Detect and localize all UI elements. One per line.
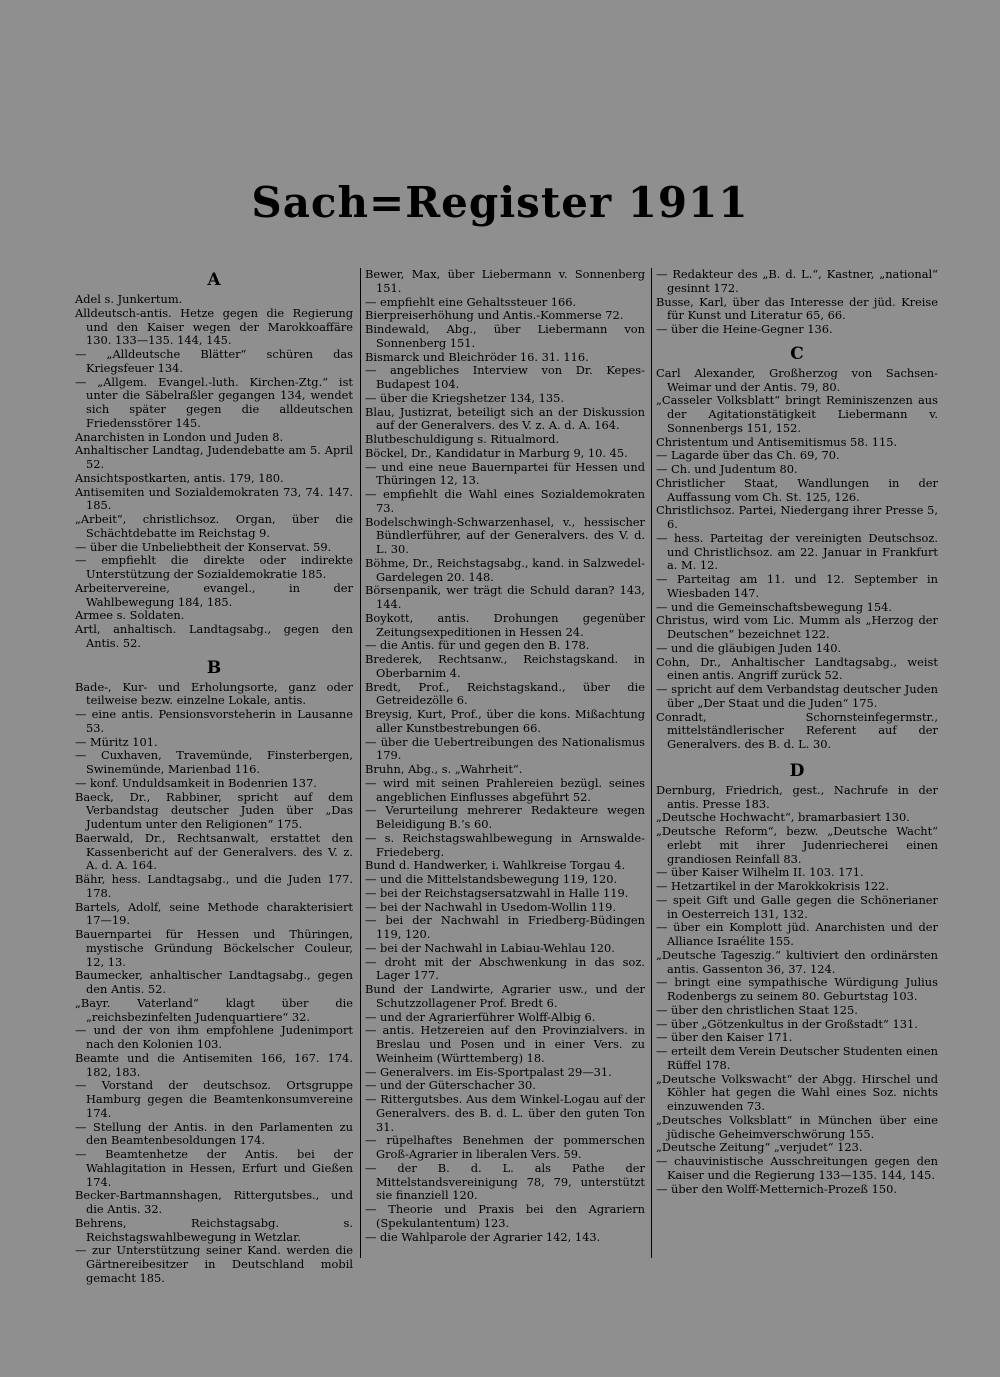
index-entry: — über den Kaiser 171. <box>656 1030 793 1045</box>
entry-list-c <box>656 367 938 752</box>
index-entry: — und die gläubigen Juden 140. <box>656 640 842 655</box>
index-entry: — empfiehlt die Wahl eines Sozialdemokraten 73. <box>365 487 645 515</box>
index-entry: — die Wahlparole der Agrarier 142, 143. <box>365 1229 601 1244</box>
index-entry: Breysig, Kurt, Prof., über die kons. Mißachtung aller Kunstbestrebungen 66. <box>365 707 645 735</box>
index-entry: „Deutsche Zeitung“ „verjudet“ 123. <box>656 1140 863 1155</box>
column-divider <box>651 268 652 1258</box>
index-entry: — Müritz 101. <box>75 734 158 749</box>
index-entry: — und eine neue Bauernpartei für Hessen und Thüringen 12, 13. <box>365 459 645 488</box>
index-entry: Ansichtspostkarten, antis. 179, 180. <box>75 470 284 485</box>
index-entry: — „Allgem. Evangel.-luth. Kirchen-Ztg.“ ist unter die Säbelraßler gegangen 134, wendet sich später gegen die alldeutschen Friedensstörer 145. <box>75 374 353 430</box>
index-entry: — wird mit seinen Prahlereien bezügl. seines angeblichen Einflusses abgeführt 52. <box>365 775 645 804</box>
index-entry: Blau, Justizrat, beteiligt sich an der Diskussion auf der Generalvers. des V. z. A. d. A. 164. <box>365 404 645 433</box>
index-entry: Bartels, Adolf, seine Methode charakterisiert 17—19. <box>75 899 353 928</box>
index-entry: „Deutsche Hochwacht“, bramarbasiert 130. <box>656 810 910 825</box>
index-entry: — Lagarde über das Ch. 69, 70. <box>656 448 840 463</box>
index-entry: Anarchisten in London und Juden 8. <box>75 429 284 444</box>
index-entry: Baeck, Dr., Rabbiner, spricht auf dem Verbandstag deutscher Juden über „Das Judentum unter den Religionen“ 175. <box>75 789 353 831</box>
index-entry: Carl Alexander, Großherzog von Sachsen-Weimar und der Antis. 79, 80. <box>656 365 938 394</box>
index-entry: — hess. Parteitag der vereinigten Deutschsoz. und Christlichsoz. am 22. Januar in Frankfurt a. M. 12. <box>656 530 938 573</box>
index-entry: Anhaltischer Landtag, Judendebatte am 5. April 52. <box>75 443 353 471</box>
index-entry: Antisemiten und Sozialdemokraten 73, 74. 147. 185. <box>75 484 353 513</box>
column-2 <box>365 268 645 1244</box>
column-divider <box>360 268 361 1258</box>
index-entry: — Verurteilung mehrerer Redakteure wegen Beleidigung B.’s 60. <box>365 803 645 831</box>
index-entry: Armee s. Soldaten. <box>75 608 185 623</box>
index-entry: Christlicher Staat, Wandlungen in der Auffassung vom Ch. St. 125, 126. <box>656 475 938 504</box>
index-entry: — und die Gemeinschaftsbewegung 154. <box>656 599 893 614</box>
index-entry: — Generalvers. im Eis-Sportpalast 29—31. <box>365 1064 612 1079</box>
entry-list-a <box>75 293 353 651</box>
index-entry: Bauernpartei für Hessen und Thüringen, mystische Gründung Böckelscher Couleur, 12, 13. <box>75 927 353 969</box>
index-entry: — Beamtenhetze der Antis. bei der Wahlagitation in Hessen, Erfurt und Gießen 174. <box>75 1147 353 1189</box>
index-entry: Conradt, Schornsteinfegermstr., mittelständlerischer Referent auf der Generalvers. des B. d. L. 30. <box>656 709 938 751</box>
index-entry: — eine antis. Pensionsvorsteherin in Lausanne 53. <box>75 707 353 735</box>
index-entry: — und der Agrarierführer Wolff-Albig 6. <box>365 1009 596 1024</box>
index-entry: Busse, Karl, über das Interesse der jüd. Kreise für Kunst und Literatur 65, 66. <box>656 294 938 323</box>
index-entry: Baumecker, anhaltischer Landtagsabg., gegen den Antis. 52. <box>75 968 353 996</box>
index-entry: „Deutsche Tageszig.“ kultiviert den ordinärsten antis. Gassenton 36, 37. 124. <box>656 947 938 976</box>
index-entry: Arbeitervereine, evangel., in der Wahlbewegung 184, 185. <box>75 580 353 609</box>
index-entry: Börsenpanik, wer trägt die Schuld daran? 143, 144. <box>365 583 645 611</box>
index-entry: — erteilt dem Verein Deutscher Studenten einen Rüffel 178. <box>656 1044 938 1072</box>
index-entry: — spricht auf dem Verbandstag deutscher Juden über „Der Staat und die Juden“ 175. <box>656 682 938 710</box>
entry-list-b-end <box>656 268 938 337</box>
index-entry: Böhme, Dr., Reichstagsabg., kand. in Salzwedel-Gardelegen 20. 148. <box>365 555 645 584</box>
index-entry: — Ch. und Judentum 80. <box>656 462 798 476</box>
section-letter-a: A <box>207 270 221 290</box>
column-1 <box>75 268 353 1286</box>
index-entry: — Stellung der Antis. in den Parlamenten zu den Beamtenbesoldungen 174. <box>75 1119 353 1148</box>
index-entry: — antis. Hetzereien auf den Provinzialvers. in Breslau und Posen und in einer Vers. zu Weinheim (Württemberg) 18. <box>365 1023 645 1065</box>
index-entry: — droht mit der Abschwenkung in das soz. Lager 177. <box>365 954 645 983</box>
index-entry: — konf. Unduldsamkeit in Bodenrien 137. <box>75 775 317 790</box>
index-entry: — empfiehlt eine Gehaltssteuer 166. <box>365 294 577 309</box>
index-entry: — Cuxhaven, Travemünde, Finsterbergen, Swinemünde, Marienbad 116. <box>75 748 353 776</box>
section-letter-d: D <box>789 760 805 781</box>
index-entry: — über die Kriegshetzer 134, 135. <box>365 390 565 405</box>
index-entry: Baerwald, Dr., Rechtsanwalt, erstattet den Kassenbericht auf der Generalvers. des V. z. A. d. A. 164. <box>75 830 353 873</box>
index-entry: Bismarck und Bleichröder 16. 31. 116. <box>365 349 589 364</box>
index-entry: Christus, wird vom Lic. Mumm als „Herzog der Deutschen“ bezeichnet 122. <box>656 613 938 641</box>
index-entry: Bredt, Prof., Reichstagskand., über die Getreidezölle 6. <box>365 679 645 708</box>
index-entry: Artl, anhaltisch. Landtagsabg., gegen den Antis. 52. <box>75 622 353 650</box>
entry-list-b-continued <box>365 268 645 1244</box>
index-entry: Brederek, Rechtsanw., Reichstagskand. in Oberbarnim 4. <box>365 652 645 680</box>
index-entry: — speit Gift und Galle gegen die Schönerianer in Oesterreich 131, 132. <box>656 892 938 921</box>
index-entry: — rüpelhaftes Benehmen der pommerschen Groß-Agrarier in liberalen Vers. 59. <box>365 1133 645 1161</box>
index-entry: — Rittergutsbes. Aus dem Winkel-Logau auf der Generalvers. des B. d. L. über den guten Ton 31. <box>365 1092 645 1134</box>
index-entry: — über den christlichen Staat 125. <box>656 1002 858 1017</box>
index-entry: Christlichsoz. Partei, Niedergang ihrer Presse 5, 6. <box>656 503 938 531</box>
index-entry: — „Alldeutsche Blätter“ schüren das Kriegsfeuer 134. <box>75 347 353 375</box>
index-entry: — über „Götzenkultus in der Großstadt“ 131. <box>656 1016 918 1031</box>
index-entry: Bund der Landwirte, Agrarier usw., und der Schutzzollagener Prof. Bredt 6. <box>365 982 645 1010</box>
index-entry: Dernburg, Friedrich, gest., Nachrufe in der antis. Presse 183. <box>656 782 938 811</box>
index-entry: — und der von ihm empfohlene Judenimport nach den Kolonien 103. <box>75 1023 353 1051</box>
page-title: Sach=Register 1911 <box>251 178 749 227</box>
index-entry: — Parteitag am 11. und 12. September in Wiesbaden 147. <box>656 572 938 600</box>
section-letter-b: B <box>206 657 222 678</box>
index-entry: — und der Güterschacher 30. <box>365 1078 536 1093</box>
index-entry: Böckel, Dr., Kandidatur in Marburg 9, 10. 45. <box>365 445 628 460</box>
index-entry: „Deutsche Volkswacht“ der Abgg. Hirschel und Köhler hat gegen die Wahl eines Soz. nichts einzuwenden 73. <box>656 1071 938 1113</box>
index-entry: Bund d. Handwerker, i. Wahlkreise Torgau 4. <box>365 858 626 873</box>
index-entry: — über die Unbeliebtheit der Konservat. 59. <box>75 539 332 554</box>
index-entry: — chauvinistische Ausschreitungen gegen den Kaiser und die Regierung 133—135. 144, 145. <box>656 1154 938 1182</box>
entry-list-b <box>75 681 353 1286</box>
index-entry: Cohn, Dr., Anhaltischer Landtagsabg., weist einen antis. Angriff zurück 52. <box>656 654 938 683</box>
index-entry: — die Antis. für und gegen den B. 178. <box>365 638 590 653</box>
index-entry: — bringt eine sympathische Würdigung Julius Rodenbergs zu seinem 80. Geburtstag 103. <box>656 975 938 1003</box>
index-entry: Blutbeschuldigung s. Ritualmord. <box>365 432 559 446</box>
index-entry: Boykott, antis. Drohungen gegenüber Zeitungsexpeditionen in Hessen 24. <box>365 610 645 639</box>
index-entry: — über die Heine-Gegner 136. <box>656 322 833 336</box>
index-entry: Becker-Bartmannshagen, Rittergutsbes., und die Antis. 32. <box>75 1188 353 1216</box>
entry-list-d <box>656 784 938 1197</box>
index-entry: „Casseler Volksblatt“ bringt Reminiszenzen aus der Agitationstätigkeit Liebermann v. Sonnenbergs 151, 152. <box>656 393 938 435</box>
index-entry: Bade-, Kur- und Erholungsorte, ganz oder teilweise bezw. einzelne Lokale, antis. <box>75 679 353 708</box>
index-entry: — bei der Nachwahl in Friedberg-Büdingen 119, 120. <box>365 913 645 941</box>
index-entry: Adel s. Junkertum. <box>75 292 183 306</box>
index-entry: Alldeutsch-antis. Hetze gegen die Regierung und den Kaiser wegen der Marokkoaffäre 130. 133—135. 144, 145. <box>75 305 353 348</box>
index-entry: — bei der Reichstagsersatzwahl in Halle 119. <box>365 885 629 900</box>
index-entry: „Deutsches Volksblatt“ in München über eine jüdische Geheimverschwörung 155. <box>656 1112 938 1141</box>
index-entry: — der B. d. L. als Pathe der Mittelstandsvereinigung 78, 79, unterstützt sie finanziell 120. <box>365 1160 645 1203</box>
index-entry: „Arbeit“, christlichsoz. Organ, über die Schächtdebatte im Reichstag 9. <box>75 512 353 540</box>
index-entry: — angebliches Interview von Dr. Kepes-Budapest 104. <box>365 363 645 391</box>
index-entry: — über den Wolff-Metternich-Prozeß 150. <box>656 1181 897 1196</box>
index-entry: — bei der Nachwahl in Labiau-Wehlau 120. <box>365 940 615 955</box>
index-entry: — zur Unterstützung seiner Kand. werden die Gärtnereibesitzer in Deutschland mobil gemacht 185. <box>75 1243 353 1285</box>
index-entry: Behrens, Reichstagsabg. s. Reichstagswahlbewegung in Wetzlar. <box>75 1215 353 1244</box>
index-entry: Bruhn, Abg., s. „Wahrheit“. <box>365 762 523 776</box>
index-entry: — empfiehlt die direkte oder indirekte Unterstützung der Sozialdemokratie 185. <box>75 553 353 581</box>
index-entry: Christentum und Antisemitismus 58. 115. <box>656 434 898 449</box>
index-entry: „Deutsche Reform“, bezw. „Deutsche Wacht“ erlebt mit ihrer Judenriecherei einen grandiosen Reinfall 83. <box>656 824 938 866</box>
index-entry: — und die Mittelstandsbewegung 119, 120. <box>365 872 618 886</box>
index-entry: — bei der Nachwahl in Usedom-Wollin 119. <box>365 899 617 914</box>
index-entry: — Vorstand der deutschsoz. Ortsgruppe Hamburg gegen die Beamtenkonsumvereine 174. <box>75 1078 353 1120</box>
index-entry: Bindewald, Abg., über Liebermann von Sonnenberg 151. <box>365 322 645 350</box>
index-entry: — s. Reichstagswahlbewegung in Arnswalde-Friedeberg. <box>365 830 645 859</box>
index-entry: — Hetzartikel in der Marokkokrisis 122. <box>656 879 890 893</box>
column-3 <box>656 268 938 1196</box>
index-entry: „Bayr. Vaterland“ klagt über die „reichsbezinfelten Judenquartiere“ 32. <box>75 995 353 1024</box>
index-entry: Bähr, hess. Landtagsabg., und die Juden 177. 178. <box>75 872 353 900</box>
index-entry: Bewer, Max, über Liebermann v. Sonnenberg 151. <box>365 267 645 295</box>
index-entry: — Theorie und Praxis bei den Agrariern (Spekulantentum) 123. <box>365 1202 645 1230</box>
index-entry: — über ein Komplott jüd. Anarchisten und der Alliance Israélite 155. <box>656 920 938 948</box>
section-letter-c: C <box>790 343 804 364</box>
index-entry: — über die Uebertreibungen des Nationalismus 179. <box>365 734 645 763</box>
index-entry: — Redakteur des „B. d. L.“, Kastner, „national“ gesinnt 172. <box>656 267 938 295</box>
index-entry: Bierpreiserhöhung und Antis.-Kommerse 72. <box>365 308 624 323</box>
index-entry: — über Kaiser Wilhelm II. 103. 171. <box>656 865 864 880</box>
index-entry: Bodelschwingh-Schwarzenhasel, v., hessischer Bündlerführer, auf der Generalvers. des V. d. L. 30. <box>365 514 645 556</box>
index-entry: Beamte und die Antisemiten 166, 167. 174. 182, 183. <box>75 1050 353 1079</box>
